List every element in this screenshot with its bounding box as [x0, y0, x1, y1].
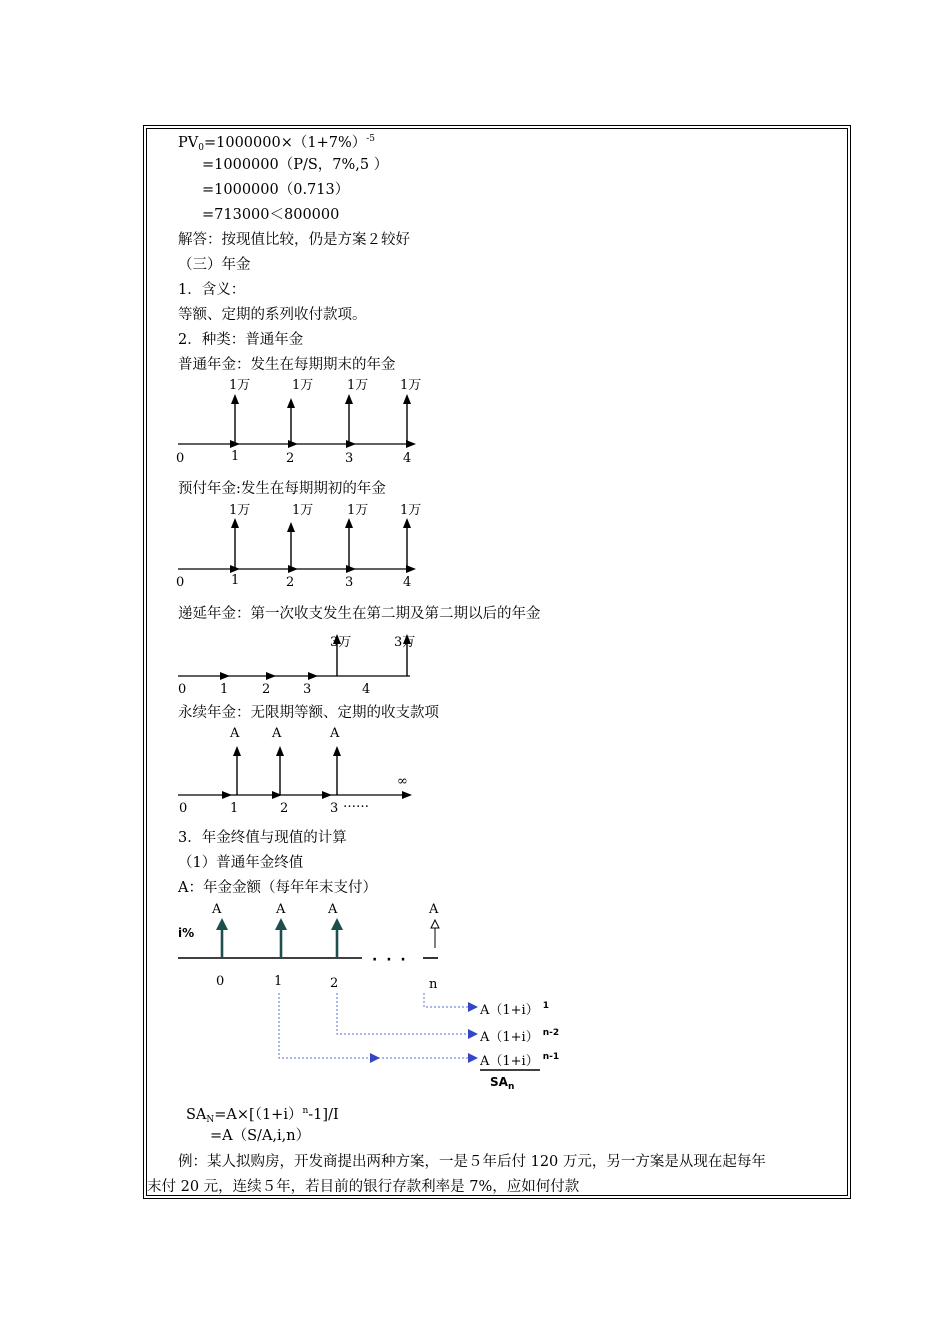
d5-tick-2: 2 — [330, 976, 339, 991]
rate-label: i% — [178, 926, 195, 940]
d5-amount-2: A — [276, 902, 286, 917]
d5-tick-n: n — [429, 977, 438, 992]
d3-tick-4: 4 — [362, 682, 371, 697]
d4-amount-2: A — [272, 726, 282, 741]
d4-tick-2: 2 — [280, 801, 289, 816]
d4-tick-1: 1 — [230, 801, 239, 816]
d1-tick-4: 4 — [403, 451, 412, 466]
answer-line: 解答：按现值比较，仍是方案２较好 — [178, 232, 410, 248]
d4-amount-3: A — [330, 726, 340, 741]
d3-amount-2: 3万 — [394, 635, 416, 650]
d5-dots: · · · — [372, 952, 408, 968]
pv-line-2: =1000000（P/S，7%,5 ） — [202, 157, 389, 173]
d4-amount-1: A — [230, 726, 240, 741]
d3-tick-2: 2 — [262, 682, 271, 697]
definition-body: 等额、定期的系列收付款项。 — [178, 307, 367, 323]
d1-tick-0: 0 — [176, 451, 185, 466]
d2-amount-3: 1万 — [347, 503, 369, 518]
d4-tick-0: 0 — [179, 801, 188, 816]
d3-amount-1: 3万 — [330, 635, 352, 650]
d5-tick-0: 0 — [216, 974, 225, 989]
perpetual-annuity-label: 永续年金：无限期等额、定期的收支款项 — [178, 705, 439, 721]
sa-total: $SA_n$ — [490, 1075, 515, 1092]
d4-dots: …… — [343, 796, 369, 811]
d4-tick-3: 3 — [330, 801, 339, 816]
d1-tick-3: 3 — [345, 451, 354, 466]
d3-tick-1: 1 — [220, 682, 229, 697]
d5-amount-1: A — [212, 902, 222, 917]
term-n-2: A（1+i） $^{n-2}$ — [480, 1028, 560, 1045]
fv-title: （1）普通年金终值 — [178, 855, 304, 871]
calc-heading: 3．年金终值与现值的计算 — [178, 830, 347, 846]
a-definition: A：年金金额（每年年末支付） — [178, 880, 377, 896]
d5-tick-1: 1 — [274, 974, 283, 989]
example-line-1: 例：某人拟购房，开发商提出两种方案，一是５年后付 120 万元，另一方案是从现在起每年 — [178, 1154, 766, 1170]
d1-amount-1: 1万 — [229, 378, 251, 393]
section-heading-annuity: （三）年金 — [178, 257, 251, 273]
d3-tick-3: 3 — [303, 682, 312, 697]
d1-amount-2: 1万 — [292, 378, 314, 393]
prepaid-annuity-label: 预付年金:发生在每期期初的年金 — [178, 481, 386, 497]
d1-amount-3: 1万 — [347, 378, 369, 393]
d1-tick-2: 2 — [286, 451, 295, 466]
pv-formula-line: $PV_0=1000000\times(1+7\%)^{-5}$ — [178, 134, 376, 153]
ordinary-annuity-label: 普通年金：发生在每期期末的年金 — [178, 357, 396, 373]
d5-amount-3: A — [328, 902, 338, 917]
term-n-1: A（1+i） $^{n-1}$ — [480, 1052, 560, 1069]
d2-tick-2: 2 — [286, 575, 295, 590]
sa-formula: $SA_N=A\times[(1+i)^n-1]/I$ — [186, 1106, 339, 1125]
d1-amount-4: 1万 — [400, 378, 422, 393]
d2-amount-2: 1万 — [292, 503, 314, 518]
infinity-symbol: ∞ — [397, 774, 408, 789]
d2-tick-3: 3 — [345, 575, 354, 590]
d2-tick-0: 0 — [176, 575, 185, 590]
d2-amount-1: 1万 — [229, 503, 251, 518]
pv-line-4: =713000＜800000 — [202, 207, 340, 223]
d2-amount-4: 1万 — [400, 503, 422, 518]
types-line: 2．种类：普通年金 — [178, 332, 304, 348]
sa-formula-2: =A（S/A,i,n） — [210, 1128, 311, 1144]
d1-tick-1: 1 — [231, 449, 240, 464]
pv-line-3: =1000000（0.713） — [202, 182, 350, 198]
d2-tick-4: 4 — [403, 575, 412, 590]
term-1: A（1+i） $^1$ — [480, 1001, 549, 1018]
definition-title: 1．含义： — [178, 282, 246, 298]
deferred-annuity-label: 递延年金：第一次收支发生在第二期及第二期以后的年金 — [178, 606, 541, 622]
d2-tick-1: 1 — [231, 573, 240, 588]
d5-amount-n: A — [429, 902, 439, 917]
d3-tick-0: 0 — [178, 682, 187, 697]
example-line-2: 末付 20 元，连续５年，若目前的银行存款利率是 7%，应如何付款 — [147, 1179, 580, 1195]
